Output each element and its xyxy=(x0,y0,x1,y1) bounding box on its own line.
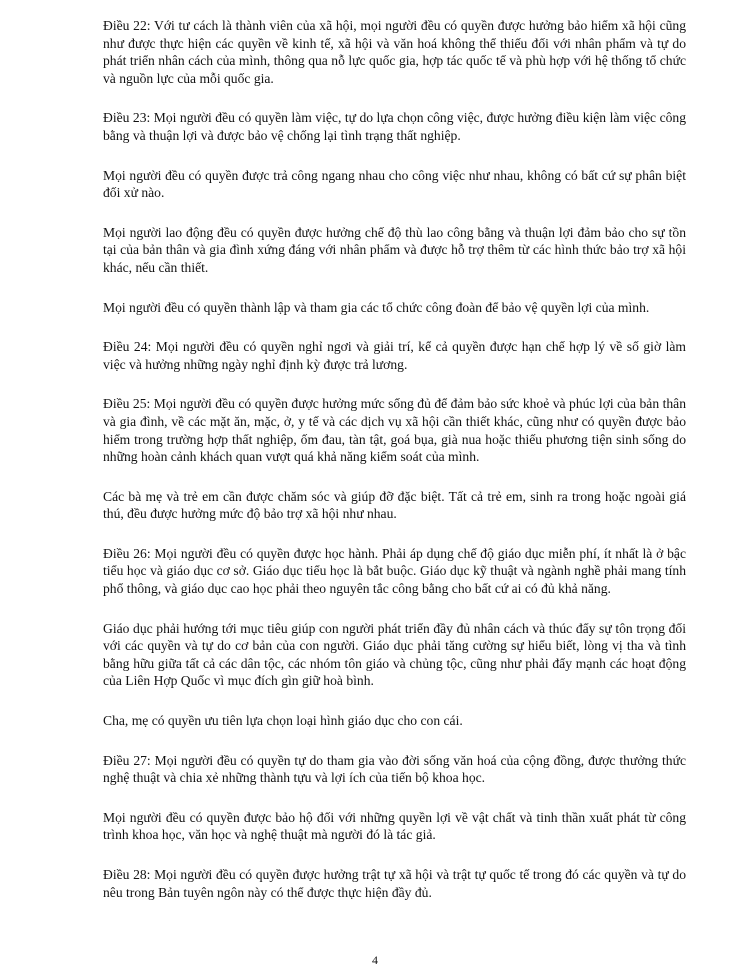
article-25-paragraph: Điều 25: Mọi người đều có quyền được hưởng mức sống đủ để đảm bảo sức khoẻ và phúc lợi của bản thân và gia đình, về các mặt ăn, mặc, ở, y tế và các dịch vụ xã hội cần thiết khác, cũng như có quyền được bảo hiểm trong trường hợp thất nghiệp, ốm đau, tàn tật, goá bụa, già nua hoặc thiếu phương tiện sinh sống do những hoàn cảnh khách quan vượt quá khả năng kiểm soát của mình. xyxy=(103,396,686,465)
fair-remuneration-paragraph: Mọi người lao động đều có quyền được hưởng chế độ thù lao công bằng và thuận lợi đảm bảo cho sự tồn tại của bản thân và gia đình xứng đáng với nhân phẩm và được hỗ trợ thêm từ các hình thức bảo trợ xã hội khác, nếu cần thiết. xyxy=(103,224,686,275)
article-26-paragraph: Điều 26: Mọi người đều có quyền được học hành. Phải áp dụng chế độ giáo dục miễn phí, ít nhất là ở bậc tiểu học và giáo dục cơ sở. Giáo dục tiểu học là bắt buộc. Giáo dục kỹ thuật và ngành nghề phải mang tính phổ thông, và giáo dục cao học phải theo nguyên tắc công bằng cho bất cứ ai có đủ khả năng. xyxy=(103,545,686,597)
equal-pay-paragraph: Mọi người đều có quyền được trả công ngang nhau cho công việc như nhau, không có bất cứ sự phân biệt đối xử nào. xyxy=(103,167,686,201)
article-27-paragraph: Điều 27: Mọi người đều có quyền tự do tham gia vào đời sống văn hoá của cộng đồng, được thưởng thức nghệ thuật và chia xẻ những thành tựu và lợi ích của tiến bộ khoa học. xyxy=(103,752,686,786)
article-23-paragraph: Điều 23: Mọi người đều có quyền làm việc, tự do lựa chọn công việc, được hưởng điều kiện làm việc công bằng và thuận lợi và được bảo vệ chống lại tình trạng thất nghiệp. xyxy=(103,110,686,143)
trade-unions-paragraph: Mọi người đều có quyền thành lập và tham gia các tổ chức công đoàn để bảo vệ quyền lợi của mình. xyxy=(103,299,650,315)
page-number: 4 xyxy=(372,953,378,967)
article-28-paragraph: Điều 28: Mọi người đều có quyền được hưởng trật tự xã hội và trật tự quốc tế trong đó các quyền và tự do nêu trong Bản tuyên ngôn này có thể được thực hiện đầy đủ. xyxy=(103,867,686,900)
motherhood-childhood-paragraph: Các bà mẹ và trẻ em cần được chăm sóc và giúp đỡ đặc biệt. Tất cả trẻ em, sinh ra trong hoặc ngoài giá thú, đều được hưởng mức độ bảo trợ xã hội như nhau. xyxy=(103,488,686,522)
article-22-paragraph: Điều 22: Với tư cách là thành viên của xã hội, mọi người đều có quyền được hưởng bảo hiểm xã hội cũng như được thực hiện các quyền về kinh tế, xã hội và văn hoá không thể thiếu đối với nhân phẩm và tự do phát triển nhân cách của mình, thông qua nỗ lực quốc gia, hợp tác quốc tế và phù hợp với hệ thống tổ chức và nguồn lực của mỗi quốc gia. xyxy=(103,18,686,86)
article-24-paragraph: Điều 24: Mọi người đều có quyền nghỉ ngơi và giải trí, kể cả quyền được hạn chế hợp lý về số giờ làm việc và hưởng những ngày nghỉ định kỳ được trả lương. xyxy=(103,339,686,372)
parental-choice-paragraph: Cha, mẹ có quyền ưu tiên lựa chọn loại hình giáo dục cho con cái. xyxy=(103,713,463,729)
authorship-rights-paragraph: Mọi người đều có quyền được bảo hộ đối với những quyền lợi về vật chất và tinh thần xuất phát từ công trình khoa học, văn học và nghệ thuật mà người đó là tác giả. xyxy=(103,809,686,843)
education-aims-paragraph: Giáo dục phải hướng tới mục tiêu giúp con người phát triển đầy đủ nhân cách và thúc đẩy sự tôn trọng đối với các quyền và tự do cơ bản của con người. Giáo dục phải tăng cường sự hiểu biết, lòng vị tha và tình bằng hữu giữa tất cả các dân tộc, các nhóm tôn giáo và chủng tộc, cũng như phải đẩy mạnh các hoạt động của Liên Hợp Quốc vì mục đích gìn giữ hoà bình. xyxy=(103,620,686,689)
